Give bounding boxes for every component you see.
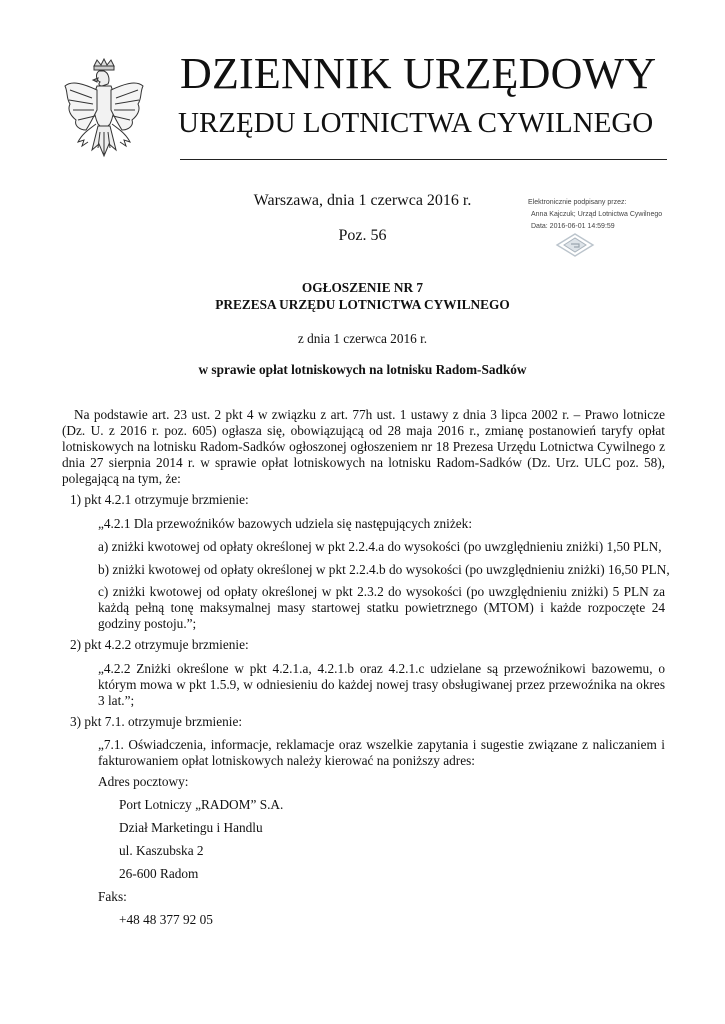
item-1: 1) pkt 4.2.1 otrzymuje brzmienie: — [70, 492, 249, 507]
address-department: Dział Marketingu i Handlu — [119, 820, 263, 835]
item-3-quote: „7.1. Oświadczenia, informacje, reklamacje oraz wszelkie zapytania i sugestie związane z naliczaniem i fakturowaniem opłat lotniskowych należy kierować na poniższy adres: — [98, 737, 665, 768]
address-city: 26-600 Radom — [119, 866, 199, 881]
announcement-subject: w sprawie opłat lotniskowych na lotnisku Radom-Sadków — [198, 362, 527, 377]
item-1-quote: „4.2.1 Dla przewoźników bazowych udziela się następujących zniżek: — [98, 516, 473, 531]
signature-date: Data: 2016-06-01 14:59:59 — [531, 223, 615, 230]
journal-title: DZIENNIK URZĘDOWY — [180, 49, 657, 98]
item-3: 3) pkt 7.1. otrzymuje brzmienie: — [70, 714, 243, 729]
journal-subtitle: URZĘDU LOTNICTWA CYWILNEGO — [178, 107, 654, 139]
announcement-date: z dnia 1 czerwca 2016 r. — [297, 331, 428, 346]
signature-stamp-icon — [555, 232, 595, 258]
fax-label: Faks: — [98, 889, 127, 904]
signature-signer: Anna Kajczuk; Urząd Lotnictwa Cywilnego — [531, 211, 663, 218]
item-2-quote: „4.2.2 Zniżki określone w pkt 4.2.1.a, 4.2.1.b oraz 4.2.1.c udzielane są przewoźnikowi bazowemu, o którym mowa w pkt 1.5.9, w odniesieniu do każdej nowej trasy obsługiwanej przez przewoźnika na okres 3 lat.”; — [98, 661, 665, 708]
issue-date: Warszawa, dnia 1 czerwca 2016 r. — [253, 192, 472, 209]
issue-position: Poz. 56 — [338, 227, 387, 244]
item-1-c: c) zniżki kwotowej od opłaty określonej w pkt 2.3.2 do wysokości (po uwzględnieniu zniżki) 5 PLN za każdą pełną tonę maksymalnej masy startowej statku powietrznego (MTOM) i każde rozpoczęte 24 godziny postoju.”; — [98, 584, 665, 631]
announcement-issuer: PREZESA URZĘDU LOTNICTWA CYWILNEGO — [215, 297, 510, 312]
electronic-signature — [528, 197, 662, 233]
intro-paragraph: Na podstawie art. 23 ust. 2 pkt 4 w związku z art. 77h ust. 1 ustawy z dnia 3 lipca 2002 r. – Prawo lotnicze (Dz. U. z 2016 r. poz. 605) ogłasza się, obowiązującą od 28 maja 2016 r., zmianę postanowień taryfy opłat lotniskowych na lotnisku Radom-Sadków ogłoszonej ogłoszeniem nr 18 Prezesa Urzędu Lotnictwa Cywilnego z dnia 27 sierpnia 2014 r. w sprawie opłat lotniskowych na lotnisku Radom-Sadków (Dz. Urz. ULC poz. 58), polegającą na tym, że: — [62, 407, 665, 486]
signature-caption: Elektronicznie podpisany przez: — [528, 199, 627, 206]
item-1-a: a) zniżki kwotowej od opłaty określonej w pkt 2.2.4.a do wysokości (po uwzględnieniu zniżki) 1,50 PLN, — [98, 539, 662, 554]
announcement-number: OGŁOSZENIE NR 7 — [301, 280, 424, 295]
address-street: ul. Kaszubska 2 — [119, 843, 204, 858]
address-company: Port Lotniczy „RADOM” S.A. — [119, 797, 284, 812]
item-1-b: b) zniżki kwotowej od opłaty określonej w pkt 2.2.4.b do wysokości (po uwzględnieniu zniżki) 16,50 PLN, — [98, 562, 670, 577]
polish-eagle-emblem-icon — [62, 58, 146, 168]
fax-number: +48 48 377 92 05 — [119, 912, 213, 927]
header-divider — [180, 159, 667, 160]
postal-address-label: Adres pocztowy: — [98, 774, 189, 789]
item-2: 2) pkt 4.2.2 otrzymuje brzmienie: — [70, 637, 249, 652]
